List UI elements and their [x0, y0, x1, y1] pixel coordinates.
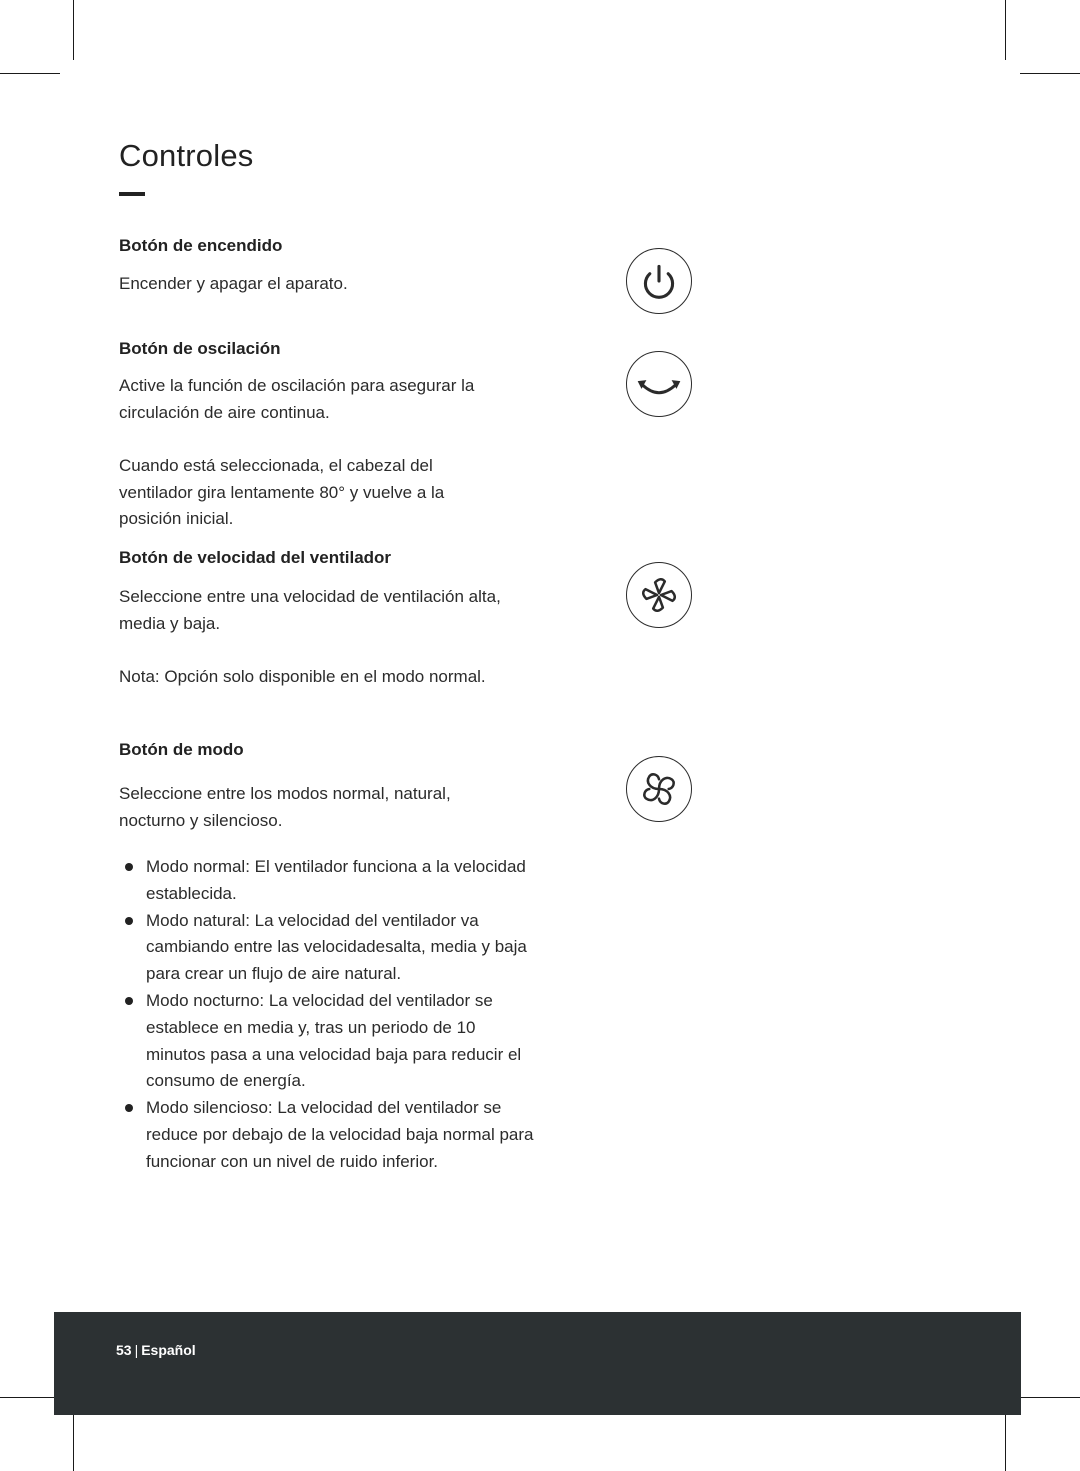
crop-mark: [73, 0, 74, 60]
title-underline: [119, 192, 145, 196]
list-item: Modo nocturno: La velocidad del ventilador se establece en media y, tras un periodo de 10 minutos pasa a una velocidad baja para reducir el consumo de energía.: [119, 988, 539, 1095]
oscillation-detail: Cuando está seleccionada, el cabezal del ventilador gira lentamente 80° y vuelve a la posición inicial.: [119, 456, 445, 529]
crop-mark: [0, 73, 60, 74]
footer-label: [116, 1342, 196, 1358]
crop-mark: [1005, 0, 1006, 60]
power-heading: Botón de encendido: [119, 236, 283, 255]
oscillation-icon: [626, 351, 692, 417]
mode-description: Seleccione entre los modos normal, natural, nocturno y silencioso.: [119, 784, 451, 830]
power-icon: [626, 248, 692, 314]
speed-heading: Botón de velocidad del ventilador: [119, 548, 392, 567]
oscillation-description: Active la función de oscilación para asegurar la circulación de aire continua.: [119, 376, 475, 422]
list-item: Modo natural: La velocidad del ventilador va cambiando entre las velocidadesalta, media y baja para crear un flujo de aire natural.: [119, 908, 539, 988]
mode-heading: Botón de modo: [119, 740, 244, 759]
fan-icon: [626, 562, 692, 628]
page-footer: [54, 1312, 1021, 1415]
crop-mark: [1020, 73, 1080, 74]
mode-list: [119, 854, 539, 1176]
footer-language: Español: [141, 1342, 196, 1358]
list-item: Modo silencioso: La velocidad del ventilador se reduce por debajo de la velocidad baja normal para funcionar con un nivel de ruido inferior.: [119, 1095, 539, 1175]
page-title: Controles: [119, 138, 254, 173]
list-item: Modo normal: El ventilador funciona a la velocidad establecida.: [119, 854, 539, 908]
power-description: Encender y apagar el aparato.: [119, 274, 348, 293]
crop-mark: [1020, 1397, 1080, 1398]
footer-separator: |: [134, 1342, 139, 1358]
crop-mark: [73, 1411, 74, 1471]
page-number: 53: [116, 1342, 132, 1358]
crop-mark: [0, 1397, 60, 1398]
speed-description: Seleccione entre una velocidad de ventilación alta, media y baja.: [119, 587, 501, 633]
speed-note: Nota: Opción solo disponible en el modo normal.: [119, 667, 486, 686]
oscillation-heading: Botón de oscilación: [119, 339, 281, 358]
crop-mark: [1005, 1411, 1006, 1471]
mode-swirl-icon: [626, 756, 692, 822]
